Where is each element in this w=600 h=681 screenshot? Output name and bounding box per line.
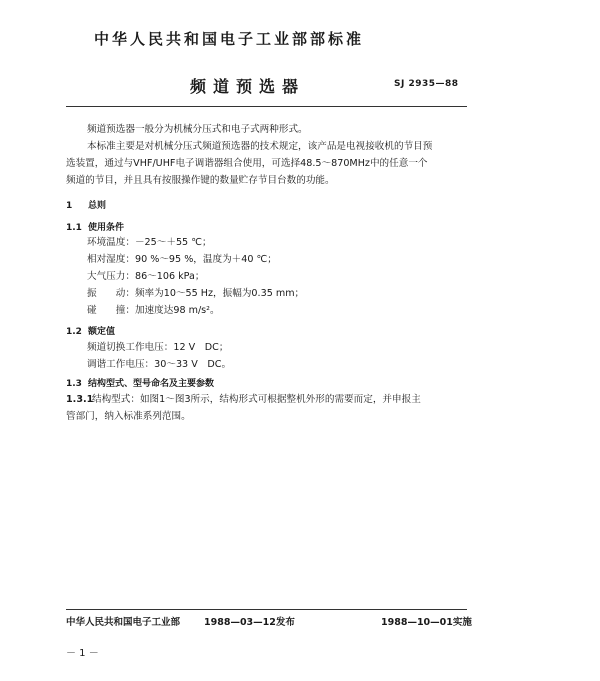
- section-1-1-number: 1.1: [66, 223, 82, 233]
- section-1-3-1-text: 结构型式：如图1～图3所示，结构形式可根据整机外形的需要而定，并申报主: [92, 394, 421, 405]
- rating-tuning-voltage: 调谐工作电压：30～33 V DC。: [87, 359, 232, 370]
- section-1-2-heading: [66, 324, 115, 337]
- footer-divider: [66, 609, 467, 610]
- intro-line-4: 频道的节目，并且具有按服操作键的数量贮存节目台数的功能。: [66, 175, 335, 186]
- condition-pressure: 大气压力：86～106 kPa；: [87, 271, 205, 282]
- section-1-1-title: 使用条件: [88, 223, 125, 233]
- footer-organization: 中华人民共和国电子工业部: [66, 617, 181, 628]
- section-1-3-1-line-2: 管部门，纳入标准系列范围。: [66, 411, 191, 422]
- rating-channel-switch-voltage: 频道切换工作电压：12 V DC；: [87, 342, 229, 353]
- section-1-3-title: 结构型式、型号命名及主要参数: [88, 379, 215, 389]
- condition-vibration: 振 动：频率为10～55 Hz，振幅为0.35 mm；: [87, 288, 305, 299]
- footer-effective-date: 1988—10—01实施: [381, 617, 472, 628]
- intro-line-1: 频道预选器一般分为机械分压式和电子式两种形式。: [87, 124, 308, 135]
- section-1-heading: [66, 198, 106, 211]
- intro-line-3: 选装置，通过与VHF/UHF电子调谐器组合使用，可选择48.5～870MHz中的任意一个: [66, 158, 428, 169]
- document-header: 中华人民共和国电子工业部部标准: [94, 30, 365, 48]
- page-number: － 1 －: [66, 648, 99, 659]
- intro-line-2: 本标准主要是对机械分压式频道预选器的技术规定，该产品是电视接收机的节目预: [87, 141, 433, 152]
- section-1-3-heading: [66, 376, 214, 389]
- section-1-3-number: 1.3: [66, 379, 82, 389]
- condition-humidity: 相对湿度：90 %～95 %，温度为＋40 ℃；: [87, 254, 277, 265]
- footer-issue-date: 1988—03—12发布: [204, 617, 295, 628]
- section-1-title: 总则: [88, 201, 107, 211]
- section-1-2-number: 1.2: [66, 327, 82, 337]
- header-divider: [66, 106, 467, 107]
- section-1-number: 1: [66, 201, 73, 211]
- section-1-2-title: 额定值: [88, 327, 116, 337]
- document-title: 频道预选器: [190, 77, 306, 96]
- section-1-3-1-line-1: [66, 393, 421, 406]
- section-1-1-heading: [66, 220, 124, 233]
- document-code: SJ 2935—88: [394, 79, 459, 89]
- section-1-3-1-number: 1.3.1: [66, 394, 94, 405]
- condition-impact: 碰 撞：加速度达98 m/s²。: [87, 305, 220, 316]
- condition-temperature: 环境温度：－25～＋55 ℃；: [87, 237, 212, 248]
